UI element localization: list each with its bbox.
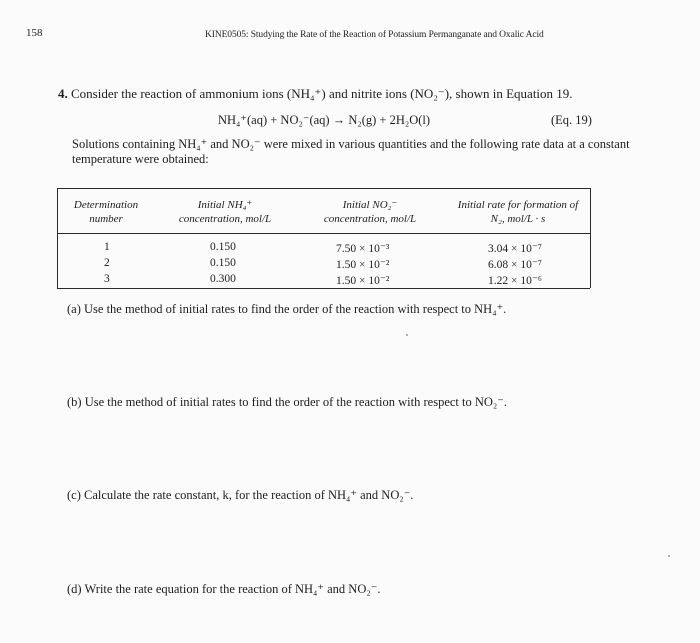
data-intro: Solutions containing NH₄⁺ and NO₂⁻ were mixed in various quantities and the following rate data at a constant temperature were obtained: [72, 137, 630, 166]
row2-rate: 6.08 × 10⁻⁷ [488, 259, 542, 271]
table-right-rule [590, 188, 591, 288]
row3-number: 3 [104, 273, 110, 285]
part-b-label: (b) [67, 395, 82, 409]
question-stem-text: Consider the reaction of ammonium ions (NH₄⁺) and nitrite ions (NO₂⁻), shown in Equation 19. [71, 86, 573, 101]
table-header-rule [57, 233, 590, 234]
row3-nh4: 0.300 [210, 273, 236, 285]
row1-no2: 7.50 × 10⁻³ [336, 243, 390, 255]
header-rate: Initial rate for formation of N₂, mol/L · s [457, 199, 579, 225]
question-stem [58, 86, 573, 102]
part-a-label: (a) [67, 302, 81, 316]
row1-number: 1 [104, 241, 110, 253]
row1-rate: 3.04 × 10⁻⁷ [488, 243, 542, 255]
running-title: KINE0505: Studying the Rate of the Reaction of Potassium Permanganate and Oxalic Acid [205, 30, 544, 40]
part-c-label: (c) [67, 488, 81, 502]
row1-nh4: 0.150 [210, 241, 236, 253]
page-number: 158 [26, 27, 43, 39]
page-speck [406, 334, 408, 336]
part-d-text: Write the rate equation for the reaction of NH₄⁺ and NO₂⁻. [84, 582, 381, 596]
header-nh4: Initial NH₄⁺ concentration, mol/L [178, 199, 272, 225]
row2-nh4: 0.150 [210, 257, 236, 269]
equation-label: (Eq. 19) [551, 113, 592, 127]
table-bottom-rule [57, 288, 590, 289]
header-no2: Initial NO₂⁻ concentration, mol/L [323, 199, 417, 225]
part-a-text: Use the method of initial rates to find the order of the reaction with respect to NH₄⁺. [84, 302, 507, 316]
row2-no2: 1.50 × 10⁻² [336, 259, 390, 271]
part-c [67, 487, 413, 503]
part-b-text: Use the method of initial rates to find the order of the reaction with respect to NO₂⁻. [84, 395, 507, 409]
part-d-label: (d) [67, 582, 82, 596]
page-speck [668, 555, 670, 557]
part-b [67, 394, 507, 410]
row3-no2: 1.50 × 10⁻² [336, 275, 390, 287]
part-d [67, 581, 380, 597]
equation-19: NH₄⁺(aq) + NO₂⁻(aq) → N₂(g) + 2H₂O(l) [218, 113, 431, 127]
row3-rate: 1.22 × 10⁻⁶ [488, 275, 542, 287]
table-top-rule [57, 188, 590, 189]
header-determination: Determination number [73, 199, 139, 225]
part-c-text: Calculate the rate constant, k, for the reaction of NH₄⁺ and NO₂⁻. [84, 488, 414, 502]
row2-number: 2 [104, 257, 110, 269]
question-number: 4. [58, 86, 68, 101]
part-a [67, 301, 506, 317]
